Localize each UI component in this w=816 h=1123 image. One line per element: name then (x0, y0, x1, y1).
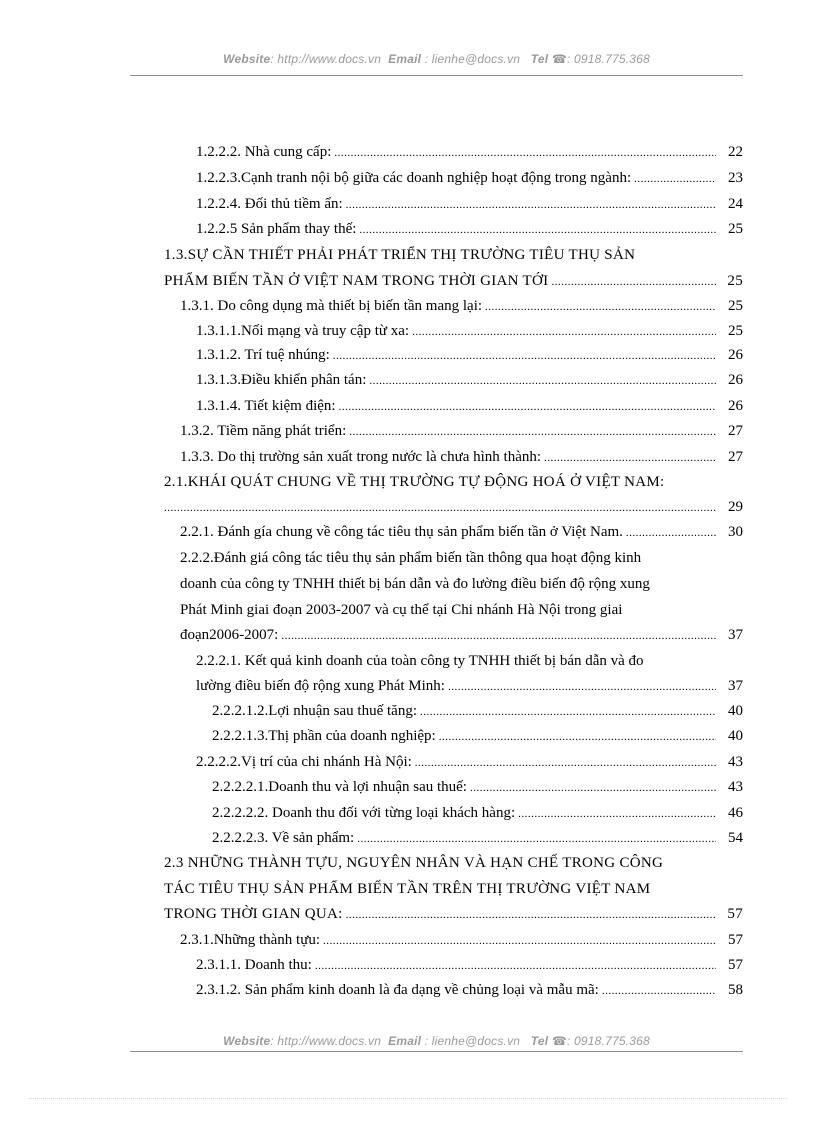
toc-entry[interactable] (212, 774, 743, 800)
toc-leader (333, 343, 716, 369)
toc-entry-page: 30 (728, 524, 743, 540)
toc-entry[interactable] (196, 393, 743, 419)
toc-entry-title: 1.3.3. Do thị trường sản xuất trong nước là chưa hình thành: (180, 449, 542, 465)
header-tel-value: : 0918.775.368 (566, 52, 650, 66)
header-website-value[interactable]: : http://www.docs.vn (270, 52, 382, 66)
toc-entry[interactable] (196, 318, 743, 344)
toc-entry[interactable] (180, 519, 743, 545)
toc-entry-page: 37 (728, 678, 743, 694)
toc-entry[interactable] (164, 901, 743, 927)
toc-entry-page: 24 (728, 196, 743, 212)
toc-entry-page: 26 (728, 372, 743, 388)
toc-entry-title-cont: TRONG THỜI GIAN QUA: (164, 906, 343, 922)
toc-entry[interactable] (164, 268, 743, 294)
footer-email-value[interactable]: : lienhe@docs.vn (424, 1034, 521, 1048)
toc-entry[interactable] (180, 418, 743, 444)
toc-leader (420, 699, 716, 725)
toc-entry-page: 40 (728, 703, 743, 719)
toc-entry-page: 25 (728, 221, 743, 237)
toc-entry-title-cont: TÁC TIÊU THỤ SẢN PHẨM BIẾN TẦN TRÊN THỊ TRƯỜNG VIỆT NAM (164, 881, 651, 897)
toc-entry[interactable] (196, 191, 743, 217)
toc-entry-page: 54 (728, 830, 743, 846)
toc-entry-title: 1.3.1.3.Điều khiển phân tán: (196, 372, 367, 388)
toc-entry-title: 2.2.1. Đánh gía chung về công tác tiêu thụ sản phẩm biến tần ở Việt Nam. (180, 524, 623, 540)
phone-icon: ☎ (551, 52, 567, 66)
toc-entry[interactable] (196, 342, 743, 368)
toc-leader (315, 953, 716, 979)
toc-leader (602, 978, 716, 1004)
toc-entry-title: 1.3.2. Tiềm năng phát triển: (180, 423, 347, 439)
toc-leader (281, 623, 716, 649)
toc-entry-title-cont: PHẨM BIẾN TẦN Ở VIỆT NAM TRONG THỜI GIAN TỚI (164, 273, 549, 289)
toc-entry-title: 2.3.1.Những thành tựu: (180, 932, 321, 948)
toc-entry-title: 2.2.2.2.1.Doanh thu và lợi nhuận sau thuế: (212, 779, 467, 795)
toc-entry-title: 1.3.1.2. Trí tuệ nhúng: (196, 347, 330, 363)
toc-entry-page: 57 (727, 906, 743, 922)
page-edge-divider (28, 1098, 788, 1099)
toc-entry[interactable] (196, 673, 743, 699)
toc-entry-page: 46 (728, 805, 743, 821)
toc-entry-title: 2.2.2.1.2.Lợi nhuận sau thuế tăng: (212, 703, 417, 719)
toc-entry-page: 26 (728, 398, 743, 414)
toc-entry-title: 2.2.2.2.Vị trí của chi nhánh Hà Nội: (196, 754, 412, 770)
toc-entry[interactable] (180, 622, 743, 648)
toc-entry-title[interactable]: 2.1.KHÁI QUÁT CHUNG VỀ THỊ TRƯỜNG TỰ ĐỘNG HOÁ Ở VIỆT NAM: (164, 474, 665, 490)
toc-entry-page: 25 (727, 273, 743, 289)
phone-icon: ☎ (551, 1034, 567, 1048)
toc-entry[interactable] (196, 216, 743, 242)
toc-entry[interactable] (196, 367, 743, 393)
toc-entry-title[interactable]: 2.2.2.1. Kết quả kinh doanh của toàn công ty TNHH thiết bị bán dẫn và đo (196, 653, 644, 669)
toc-leader (359, 217, 716, 243)
toc-entry[interactable] (212, 800, 743, 826)
footer-rule (130, 1051, 743, 1052)
toc-entry-title[interactable]: 2.3 NHỮNG THÀNH TỰU, NGUYÊN NHÂN VÀ HẠN CHẾ TRONG CÔNG (164, 855, 664, 871)
toc-entry-title-cont: Phát Minh giai đoạn 2003-2007 và cụ thể tại Chi nhánh Hà Nội trong giai (180, 602, 623, 618)
toc-entry-title: 2.3.1.2. Sản phẩm kinh doanh là đa dạng về chủng loại và mẫu mã: (196, 982, 599, 998)
toc-entry-title-cont: đoạn2006-2007: (180, 627, 279, 643)
toc-entry-title: 1.2.2.5 Sản phẩm thay thế: (196, 221, 357, 237)
toc-entry-title: 2.2.2.1.3.Thị phần của doanh nghiệp: (212, 728, 436, 744)
toc-entry-page: 23 (728, 170, 743, 186)
toc-entry-title: 1.2.2.4. Đối thủ tiềm ẩn: (196, 196, 343, 212)
toc-entry-page: 43 (728, 754, 743, 770)
toc-entry-page: 57 (728, 932, 743, 948)
toc-entry-page: 58 (728, 982, 743, 998)
toc-entry-page: 27 (728, 423, 743, 439)
toc-entry[interactable] (196, 165, 743, 191)
toc-entry-title-cont: lường điều biến độ rộng xung Phát Minh: (196, 678, 445, 694)
toc-leader (415, 750, 716, 776)
toc-leader (323, 928, 716, 954)
toc-entry-title: 1.2.2.3.Cạnh tranh nội bộ giữa các doanh nghiệp hoạt động trong ngành: (196, 170, 632, 186)
page-footer (130, 1034, 743, 1048)
toc-entry-title: 1.3.1.4. Tiết kiệm điện: (196, 398, 336, 414)
toc-leader (518, 801, 716, 827)
toc-entry-title: 1.2.2.2. Nhà cung cấp: (196, 144, 332, 160)
toc-entry[interactable] (180, 927, 743, 953)
header-email-label: Email (388, 52, 422, 66)
toc-entry-title: 2.2.2.2.3. Về sản phẩm: (212, 830, 355, 846)
toc-leader (357, 826, 716, 852)
toc-leader (369, 368, 716, 394)
header-website-label: Website (223, 52, 271, 66)
toc-leader (485, 294, 716, 320)
toc-entry[interactable] (164, 494, 743, 520)
toc-entry[interactable] (196, 749, 743, 775)
toc-leader (544, 445, 716, 471)
toc-entry-page: 43 (728, 779, 743, 795)
toc-entry[interactable] (212, 698, 743, 724)
header-tel-label: Tel (530, 52, 549, 66)
toc-entry-title: 1.3.1. Do công dụng mà thiết bị biến tần mang lại: (180, 298, 483, 314)
toc-entry[interactable] (196, 139, 743, 165)
toc-entry-page: 57 (728, 957, 743, 973)
footer-tel-label: Tel (530, 1034, 549, 1048)
toc-leader (164, 495, 716, 521)
toc-leader (334, 140, 716, 166)
toc-entry-title[interactable]: 1.3.SỰ CẦN THIẾT PHẢI PHÁT TRIỂN THỊ TRƯỜNG TIÊU THỤ SẢN (164, 247, 636, 263)
toc-entry-page: 29 (728, 499, 743, 515)
toc-entry-page: 27 (728, 449, 743, 465)
toc-entry-title-cont: doanh của công ty TNHH thiết bị bán dẫn và đo lường điều biến độ rộng xung (180, 576, 650, 592)
toc-entry[interactable] (212, 723, 743, 749)
toc-entry-title: 2.3.1.1. Doanh thu: (196, 957, 312, 973)
toc-leader (448, 674, 716, 700)
toc-leader (634, 166, 716, 192)
toc-entry[interactable] (196, 977, 743, 1003)
toc-entry-title: 2.2.2.2.2. Doanh thu đối với từng loại khách hàng: (212, 805, 516, 821)
toc-leader (470, 775, 716, 801)
toc-leader (346, 192, 716, 218)
toc-entry-title[interactable]: 2.2.2.Đánh giá công tác tiêu thụ sản phẩm biến tần thông qua hoạt động kinh (180, 550, 642, 566)
toc-entry-page: 40 (728, 728, 743, 744)
footer-tel-value: : 0918.775.368 (566, 1034, 650, 1048)
toc-entry-page: 22 (728, 144, 743, 160)
toc-entry-page: 26 (728, 347, 743, 363)
toc-entry[interactable] (212, 825, 743, 851)
toc-entry[interactable] (196, 952, 743, 978)
toc-entry-page: 25 (728, 323, 743, 339)
toc-entry-title: 1.3.1.1.Nối mạng và truy cập từ xa: (196, 323, 410, 339)
toc-entry-page: 37 (728, 627, 743, 643)
toc-leader (439, 724, 716, 750)
footer-website-value[interactable]: : http://www.docs.vn (270, 1034, 382, 1048)
toc-leader (339, 394, 716, 420)
toc-leader (626, 520, 716, 546)
header-email-value[interactable]: : lienhe@docs.vn (424, 52, 521, 66)
toc-entry-page: 25 (728, 298, 743, 314)
toc-entry[interactable] (180, 444, 743, 470)
toc-leader (349, 419, 716, 445)
toc-entry[interactable] (180, 293, 743, 319)
toc-leader (346, 902, 716, 928)
footer-email-label: Email (388, 1034, 422, 1048)
footer-website-label: Website (223, 1034, 271, 1048)
toc-leader (551, 269, 716, 295)
